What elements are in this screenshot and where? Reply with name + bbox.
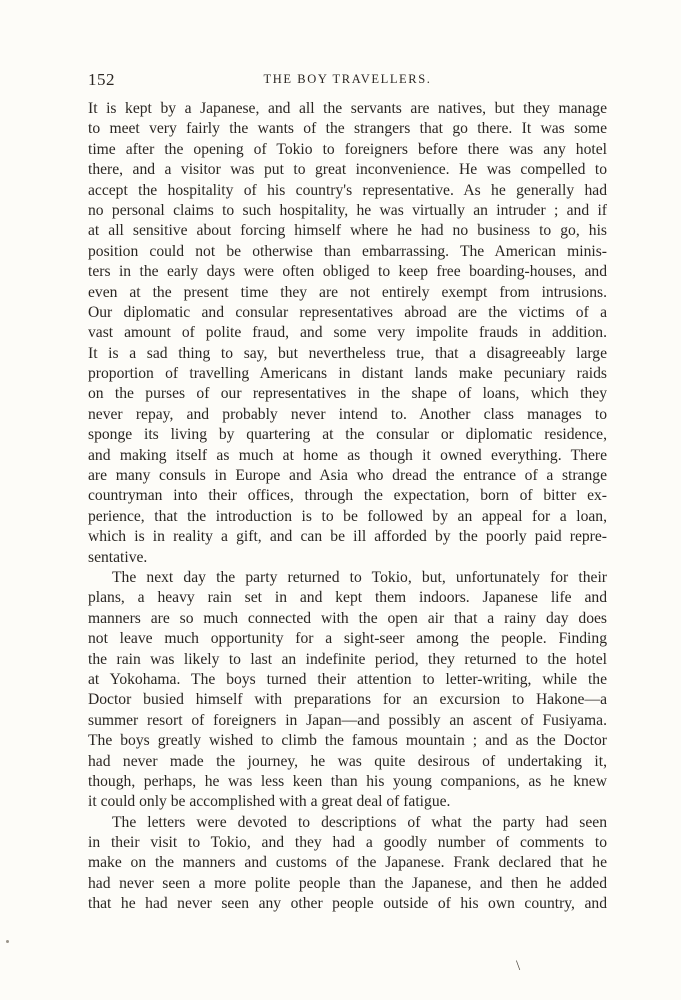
text-line: though, perhaps, he was less keen than his young companions, as he knew <box>88 772 607 790</box>
text-line: there, and a visitor was put to great inconvenience. He was compelled to <box>88 161 607 179</box>
text-line: not leave much opportunity for a sight-seer among the people. Finding <box>88 630 607 648</box>
text-line: which is in reality a gift, and can be ill afforded by the poorly paid repre- <box>88 528 607 546</box>
text-line: position could not be otherwise than embarrassing. The American minis- <box>88 242 607 260</box>
running-title: THE BOY TRAVELLERS. <box>263 72 432 86</box>
text-line: It is a sad thing to say, but nevertheless true, that a disagreeably large <box>88 344 607 362</box>
text-line: perience, that the introduction is to be followed by an appeal for a loan, <box>88 507 607 525</box>
body-text <box>88 99 607 915</box>
text-line: and making itself as much at home as though it owned everything. There <box>88 446 607 464</box>
text-line: at Yokohama. The boys turned their attention to letter-writing, while the <box>88 670 607 688</box>
text-line: never repay, and probably never intend to. Another class manages to <box>88 405 607 423</box>
text-line: time after the opening of Tokio to foreigners before there was any hotel <box>88 140 607 158</box>
text-line: accept the hospitality of his country's representative. As he generally had <box>88 181 607 199</box>
text-line: summer resort of foreigners in Japan—and possibly an ascent of Fusiyama. <box>88 711 607 729</box>
text-line: Our diplomatic and consular representatives abroad are the victims of a <box>88 303 607 321</box>
text-line: ters in the early days were often obliged to keep free boarding-houses, and <box>88 263 607 281</box>
text-line: The boys greatly wished to climb the famous mountain ; and as the Doctor <box>88 732 607 750</box>
text-line: plans, a heavy rain set in and kept them indoors. Japanese life and <box>88 589 607 607</box>
text-line: manners are so much connected with the open air that a rainy day does <box>88 609 607 627</box>
text-line: to meet very fairly the wants of the strangers that go there. It was some <box>88 120 607 138</box>
text-line: the rain was likely to last an indefinite period, they returned to the hotel <box>88 650 607 668</box>
text-line: no personal claims to such hospitality, he was virtually an intruder ; and if <box>88 201 607 219</box>
running-head <box>88 70 607 92</box>
text-line: proportion of travelling Americans in distant lands make pecuniary raids <box>88 365 607 383</box>
text-line: even at the present time they are not entirely exempt from intrusions. <box>88 283 607 301</box>
text-line: are many consuls in Europe and Asia who dread the entrance of a strange <box>88 467 607 485</box>
text-line: The letters were devoted to descriptions of what the party had seen <box>112 813 607 831</box>
paragraph <box>88 99 607 568</box>
text-line: had never made the journey, he was quite desirous of undertaking it, <box>88 752 607 770</box>
text-line: sponge its living by quartering at the consular or diplomatic residence, <box>88 426 607 444</box>
text-line: vast amount of polite fraud, and some very impolite frauds in addition. <box>88 324 607 342</box>
text-line: on the purses of our representatives in the shape of loans, which they <box>88 385 607 403</box>
text-line: It is kept by a Japanese, and all the servants are natives, but they manage <box>88 100 607 117</box>
text-line: countryman into their offices, through the expectation, born of bitter ex- <box>88 487 607 505</box>
text-line: it could only be accomplished with a great deal of fatigue. <box>88 793 451 811</box>
paragraph <box>88 568 607 813</box>
text-line: at all sensitive about forcing himself where he had no business to go, his <box>88 222 607 240</box>
paper-speck <box>6 940 9 943</box>
text-line: sentative. <box>88 548 148 566</box>
stray-mark: \ <box>516 958 521 974</box>
text-line: make on the manners and customs of the Japanese. Frank declared that he <box>88 854 607 872</box>
text-line: in their visit to Tokio, and they had a goodly number of comments to <box>88 834 607 852</box>
paragraph <box>88 813 607 915</box>
text-line: had never seen a more polite people than the Japanese, and then he added <box>88 874 607 892</box>
text-line: that he had never seen any other people outside of his own country, and <box>88 895 607 913</box>
text-line: The next day the party returned to Tokio, but, unfortunately for their <box>112 568 607 586</box>
text-line: Doctor busied himself with preparations for an excursion to Hakone—a <box>88 691 607 709</box>
page-number: 152 <box>88 70 115 89</box>
